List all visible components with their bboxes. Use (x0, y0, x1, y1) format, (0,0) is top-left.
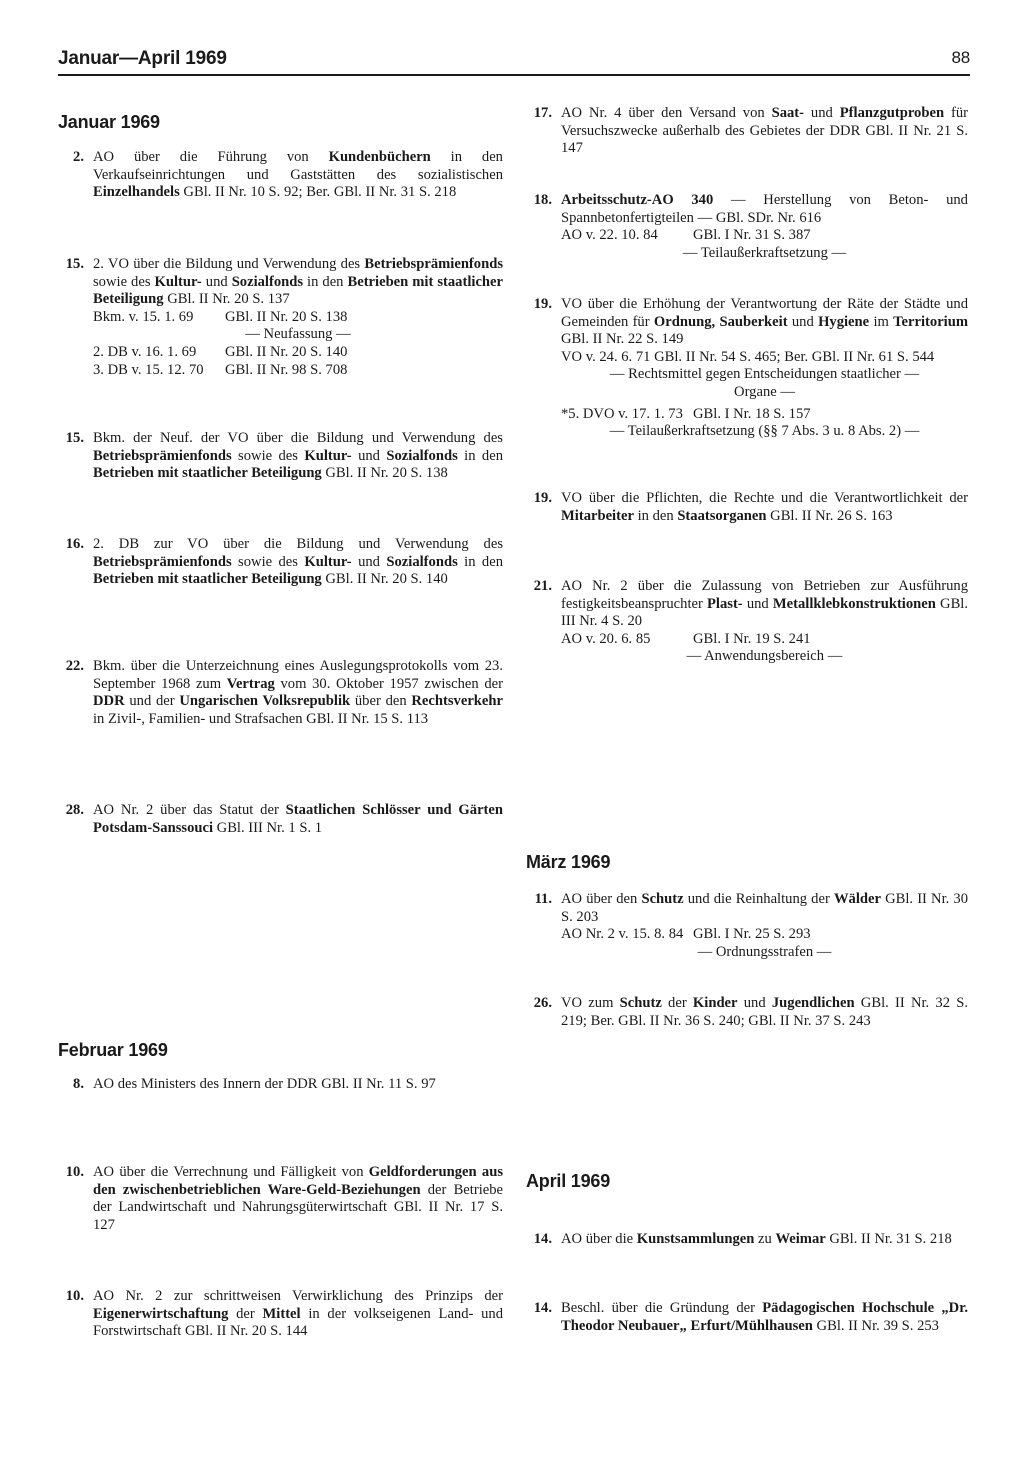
section-heading-april: April 1969 (526, 1171, 611, 1191)
amendment-line: 3. DB v. 15. 12. 70 GBl. II Nr. 98 S. 708 (93, 361, 348, 378)
amendment-line: Bkm. v. 15. 1. 69 GBl. II Nr. 20 S. 138 (93, 308, 348, 325)
entry-day: 8. (73, 1076, 84, 1092)
entry-maerz-11 (526, 891, 968, 961)
entry-text: VO zum Schutz der Kinder und Jugendlichen GBl. II Nr. 32 S. 219; Ber. GBl. II Nr. 36 S. 240; GBl. II Nr. 37 S. 243 (561, 995, 968, 1029)
section-heading-januar: Januar 1969 (58, 112, 160, 132)
entry-text: AO Nr. 2 über die Zulassung von Betrieben zur Ausführung festigkeitsbeanspruchter Plast- und Metallklebkonstruktionen GBl. III Nr. 4 S. 20 (561, 578, 969, 630)
entry-day: 17. (533, 105, 552, 121)
entry-day: 22. (65, 658, 84, 674)
entry-text: 2. DB zur VO über die Bildung und Verwendung des Betriebsprämienfonds sowie des Kultur- und Sozialfonds in den Betrieben mit staatlicher Beteiligung GBl. II Nr. 20 S. 140 (93, 536, 504, 588)
entry-text: AO Nr. 2 über das Statut der Staatlichen Schlösser und Gärten Potsdam-Sanssouci GBl. III Nr. 1 S. 1 (93, 802, 503, 836)
amendment-note: — Anwendungsbereich — (686, 648, 843, 665)
entry-januar-17 (526, 105, 968, 158)
amendment-note: — Teilaußerkraftsetzung — (682, 244, 847, 261)
entry-januar-22 (58, 658, 503, 728)
amendment-line: 2. DB v. 16. 1. 69 GBl. II Nr. 20 S. 140 (93, 343, 348, 360)
entry-day: 28. (65, 802, 84, 818)
entry-day: 21. (533, 578, 552, 594)
entry-day: 14. (533, 1300, 552, 1316)
entry-text: AO des Ministers des Innern der DDR GBl. II Nr. 11 S. 97 (93, 1076, 436, 1092)
entry-text: Bkm. der Neuf. der VO über die Bildung und Verwendung des Betriebsprämienfonds sowie des Kultur- und Sozialfonds in den Betrieben mit staatlicher Beteiligung GBl. II Nr. 20 S. 138 (93, 430, 504, 482)
entry-text: VO über die Erhöhung der Verantwortung der Räte der Städte und Gemeinden für Ordnung, Sauberkeit und Hygiene im Territorium GBl. II Nr. 22 S. 149 (561, 296, 968, 348)
entry-day: 15. (65, 256, 84, 272)
entry-day: 14. (533, 1231, 552, 1247)
entry-day: 11. (534, 891, 552, 907)
entry-april-14-a (526, 1231, 968, 1249)
amendment-line: AO Nr. 2 v. 15. 8. 84 GBl. I Nr. 25 S. 293 (561, 926, 811, 943)
entry-april-14-b (526, 1300, 968, 1335)
amendment-note: — Ordnungsstrafen — (697, 943, 832, 960)
entry-text: AO über die Verrechnung und Fälligkeit von Geldforderungen aus den zwischenbetrieblichen Ware-Geld-Beziehungen der Betriebe der Landwirtschaft und Nahrungsgüterwirtschaft GBl. II Nr. 17 S. 127 (93, 1164, 503, 1233)
amendment-note: Organe — (734, 383, 795, 400)
amendment-line: *5. DVO v. 17. 1. 73 GBl. I Nr. 18 S. 157 (561, 405, 811, 422)
right-column (526, 0, 968, 1480)
entry-januar-16 (58, 536, 503, 589)
amendment-note: — Teilaußerkraftsetzung (§§ 7 Abs. 3 u. 8 Abs. 2) — (609, 423, 920, 440)
entry-maerz-26 (526, 995, 968, 1030)
entry-day: 10. (65, 1164, 84, 1180)
amendment-note: — Rechtsmittel gegen Entscheidungen staatlicher — (609, 366, 920, 383)
entry-text: AO über den Schutz und die Reinhaltung der Wälder GBl. II Nr. 30 S. 203 (561, 891, 968, 925)
entry-day: 15. (65, 430, 84, 446)
entry-day: 2. (73, 149, 84, 165)
entry-text: 2. VO über die Bildung und Verwendung des Betriebsprämienfonds sowie des Kultur- und Sozialfonds in den Betrieben mit staatlicher Beteiligung GBl. II Nr. 20 S. 137 (93, 256, 503, 308)
entry-januar-21 (526, 578, 968, 666)
amendment-line: AO v. 20. 6. 85 GBl. I Nr. 19 S. 241 (561, 630, 811, 647)
entry-text: AO Nr. 4 über den Versand von Saat- und Pflanzgutproben für Versuchszwecke außerhalb des Gebietes der DDR GBl. II Nr. 21 S. 147 (561, 105, 968, 157)
amendment-line: AO v. 22. 10. 84 GBl. I Nr. 31 S. 387 (561, 227, 811, 244)
entry-januar-19-b (526, 490, 968, 525)
entry-day: 10. (65, 1288, 84, 1304)
entry-februar-8 (58, 1076, 503, 1094)
entry-day: 19. (533, 490, 552, 506)
amendment-line: VO v. 24. 6. 71 GBl. II Nr. 54 S. 465; Ber. GBl. II Nr. 61 S. 544 (561, 348, 935, 365)
entry-februar-10-a (58, 1164, 503, 1234)
entry-januar-15-b (58, 430, 503, 483)
entry-day: 16. (65, 536, 84, 552)
section-heading-februar: Februar 1969 (58, 1040, 168, 1060)
entry-januar-28 (58, 802, 503, 837)
running-head-title: Januar—April 1969 (58, 48, 227, 69)
entry-text: AO über die Führung von Kundenbüchern in den Verkaufseinrichtungen und Gaststätten des sozialistischen Einzelhandels GBl. II Nr. 10 S. 92; Ber. GBl. II Nr. 31 S. 218 (93, 149, 503, 201)
page-number: 88 (951, 48, 970, 67)
entry-januar-15-a (58, 256, 503, 379)
amendment-note: — Neufassung — (245, 326, 351, 343)
entry-text: AO über die Kunstsammlungen zu Weimar GBl. II Nr. 31 S. 218 (561, 1231, 952, 1247)
entry-text: Beschl. über die Gründung der Pädagogischen Hochschule „Dr. Theodor Neubauer„ Erfurt/Mühlhausen GBl. II Nr. 39 S. 253 (561, 1300, 968, 1334)
entry-text: AO Nr. 2 zur schrittweisen Verwirklichung des Prinzips der Eigenerwirtschaftung der Mittel in der volkseigenen Land- und Forstwirtschaft GBl. II Nr. 20 S. 144 (93, 1288, 503, 1340)
entry-januar-18 (526, 192, 968, 262)
entry-day: 26. (533, 995, 552, 1011)
entry-januar-19-a (526, 296, 968, 441)
entry-text: VO über die Pflichten, die Rechte und die Verantwortlichkeit der Mitarbeiter in den Staatsorganen GBl. II Nr. 26 S. 163 (561, 490, 968, 524)
entry-day: 18. (533, 192, 552, 208)
entry-januar-2 (58, 149, 503, 202)
entry-text: Bkm. über die Unterzeichnung eines Auslegungsprotokolls vom 23. September 1968 zum Vertrag vom 30. Oktober 1957 zwischen der DDR und der Ungarischen Volksrepublik über den Rechtsverkehr in Zivil-, Familien- und Strafsachen GBl. II Nr. 15 S. 113 (93, 658, 503, 727)
entry-text: Arbeitsschutz-AO 340 — Herstellung von Beton- und Spannbetonfertigteilen — GBl. SDr. Nr. 616 (561, 192, 968, 226)
entry-day: 19. (533, 296, 552, 312)
left-column (58, 0, 503, 1480)
section-heading-maerz: März 1969 (526, 852, 611, 872)
entry-februar-10-b (58, 1288, 503, 1341)
